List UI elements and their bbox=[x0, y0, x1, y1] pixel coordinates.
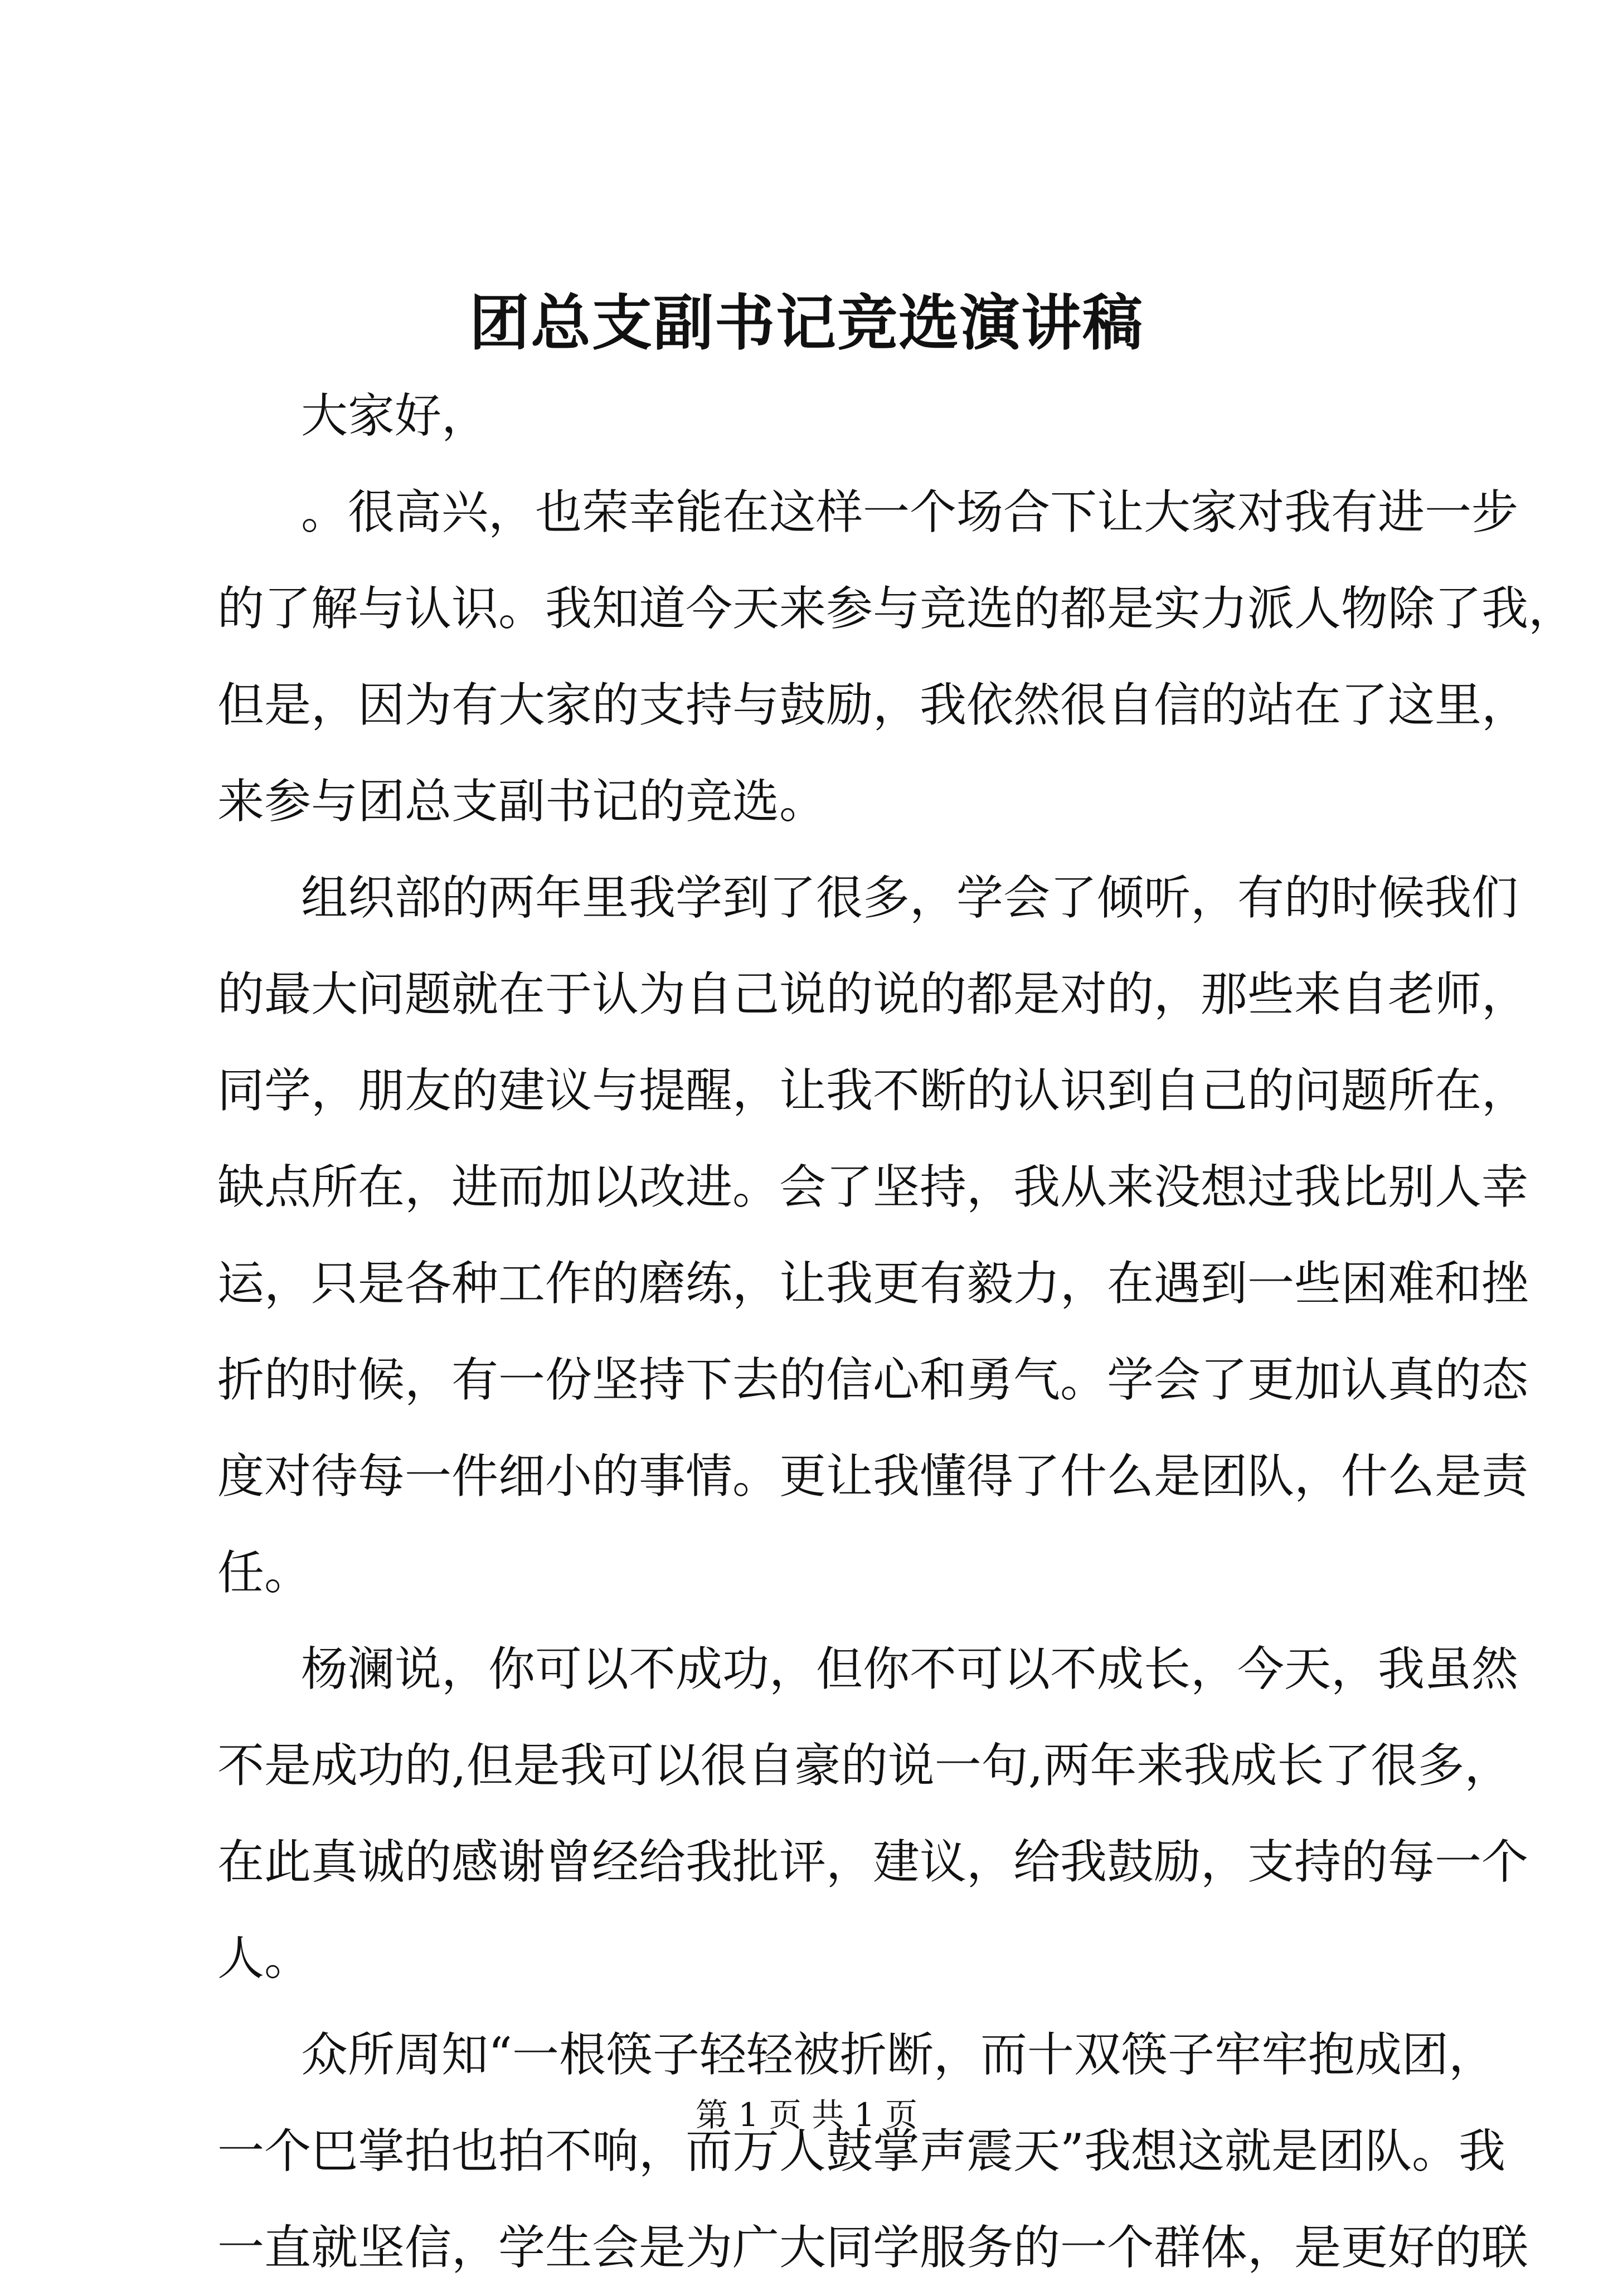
body-line: 一个巴掌拍也拍不响，而万人鼓掌声震天”我想这就是团队。我 bbox=[217, 2124, 1505, 2178]
body-line: 不是成功的,但是我可以很自豪的说一句,两年来我成长了很多， bbox=[217, 1738, 1512, 1793]
body-line: 任。 bbox=[217, 1545, 312, 1600]
body-line: 折的时候，有一份坚持下去的信心和勇气。学会了更加认真的态 bbox=[217, 1353, 1529, 1407]
body-line: 的了解与认识。我知道今天来参与竞选的都是实力派人物除了我， bbox=[217, 581, 1576, 636]
body-line: 大家好， bbox=[301, 388, 489, 443]
body-line: 众所周知“一根筷子轻轻被折断，而十双筷子牢牢抱成团， bbox=[301, 2027, 1495, 2082]
body-line: 的最大问题就在于认为自己说的说的都是对的，那些来自老师， bbox=[217, 967, 1529, 1021]
body-line: 来参与团总支副书记的竞选。 bbox=[217, 774, 827, 829]
body-line: 同学，朋友的建议与提醒，让我不断的认识到自己的问题所在， bbox=[217, 1063, 1529, 1118]
body-line: 。很高兴，也荣幸能在这样一个场合下让大家对我有进一步 bbox=[301, 485, 1519, 539]
body-line: 人。 bbox=[217, 1931, 312, 1986]
document-title: 团总支副书记竞选演讲稿 bbox=[469, 288, 1144, 358]
body-line: 在此真诚的感谢曾经给我批评，建议，给我鼓励，支持的每一个 bbox=[217, 1835, 1529, 1889]
body-line: 杨澜说，你可以不成功，但你不可以不成长，今天，我虽然 bbox=[301, 1642, 1519, 1696]
body-line: 一直就坚信，学生会是为广大同学服务的一个群体，是更好的联 bbox=[217, 2220, 1529, 2275]
body-line: 运，只是各种工作的磨练，让我更有毅力，在遇到一些困难和挫 bbox=[217, 1256, 1529, 1311]
body-line: 组织部的两年里我学到了很多，学会了倾听，有的时候我们 bbox=[301, 870, 1519, 925]
document-body bbox=[217, 368, 1576, 2296]
page-footer: 第 1 页 共 1 页 bbox=[696, 2096, 917, 2134]
body-line: 但是，因为有大家的支持与鼓励，我依然很自信的站在了这里， bbox=[217, 678, 1529, 732]
body-line: 度对待每一件细小的事情。更让我懂得了什么是团队，什么是责 bbox=[217, 1449, 1529, 1504]
body-line: 缺点所在，进而加以改进。会了坚持，我从来没想过我比别人幸 bbox=[217, 1160, 1529, 1214]
